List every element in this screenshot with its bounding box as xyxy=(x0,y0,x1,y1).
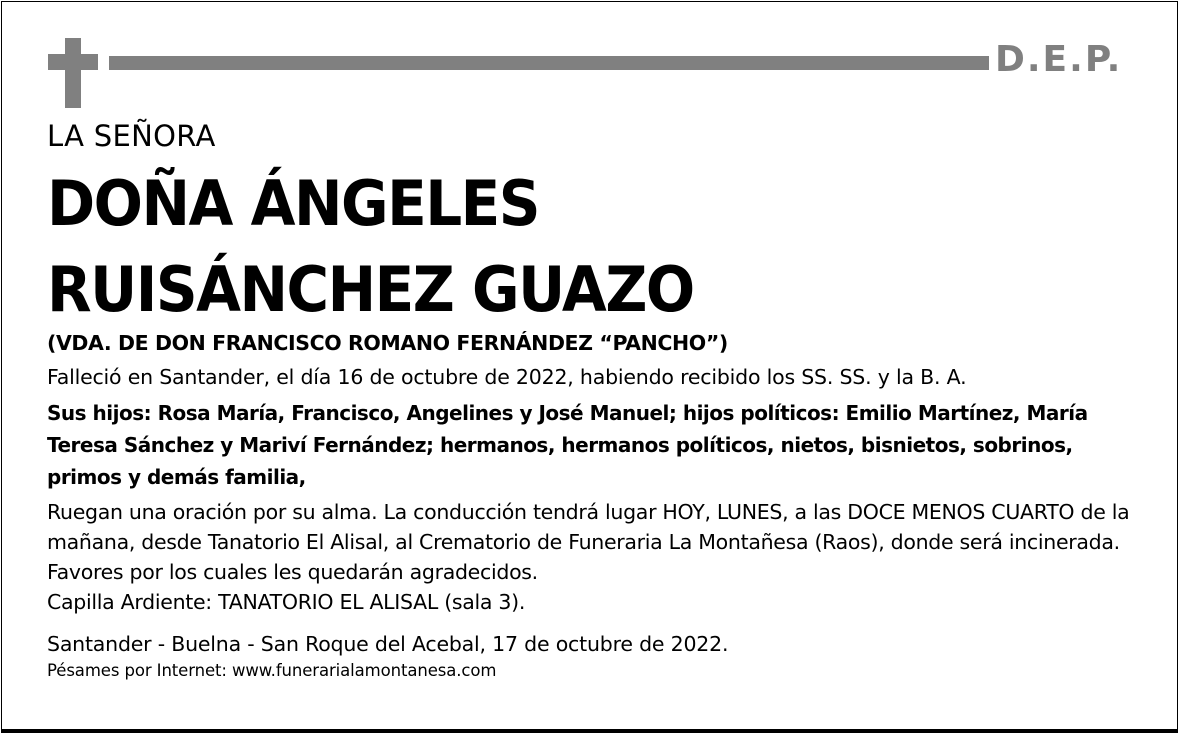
death-notice: Falleció en Santander, el día 16 de octubre de 2022, habiendo recibido los SS. SS. y la B. A. xyxy=(47,365,967,389)
cross-vertical-bar xyxy=(65,38,81,108)
cross-horizontal-bar xyxy=(48,54,98,70)
latin-cross-icon xyxy=(48,38,98,108)
notice-content xyxy=(47,116,1157,683)
condolences-web: Pésames por Internet: www.funerarialamontanesa.com xyxy=(47,661,497,680)
deceased-name-line-2: RUISÁNCHEZ GUAZO xyxy=(47,252,694,327)
deceased-name-line-1: DOÑA ÁNGELES xyxy=(47,166,540,240)
honorific: LA SEÑORA xyxy=(47,119,216,153)
dep-label: D.E.P. xyxy=(995,39,1123,80)
prayer-request: Ruegan una oración por su alma. La conducción tendrá lugar HOY, LUNES, a las DOCE MENOS CUARTO de la mañana, desde Tanatorio El Alisal, al Crematorio de Funeraria La Montañesa (Raos), donde será incinerada. Favores por los cuales les quedarán agradecidos. xyxy=(47,500,1130,584)
chapel-info: Capilla Ardiente: TANATORIO EL ALISAL (sala 3). xyxy=(47,590,526,614)
deceased-name xyxy=(47,160,1157,333)
header-rule xyxy=(109,56,989,70)
funeral-details xyxy=(47,497,1142,617)
notice-header xyxy=(0,0,1181,110)
place-date: Santander - Buelna - San Roque del Acebal, 17 de octubre de 2022. xyxy=(47,632,729,656)
widow-of: (VDA. DE DON FRANCISCO ROMANO FERNÁNDEZ “PANCHO”) xyxy=(47,331,728,355)
family-list: Sus hijos: Rosa María, Francisco, Angelines y José Manuel; hijos políticos: Emilio Martínez, María Teresa Sánchez y Mariví Fernández; hermanos, hermanos políticos, nietos, bisnietos, sobrinos, primos y demás familia, xyxy=(47,401,1088,489)
